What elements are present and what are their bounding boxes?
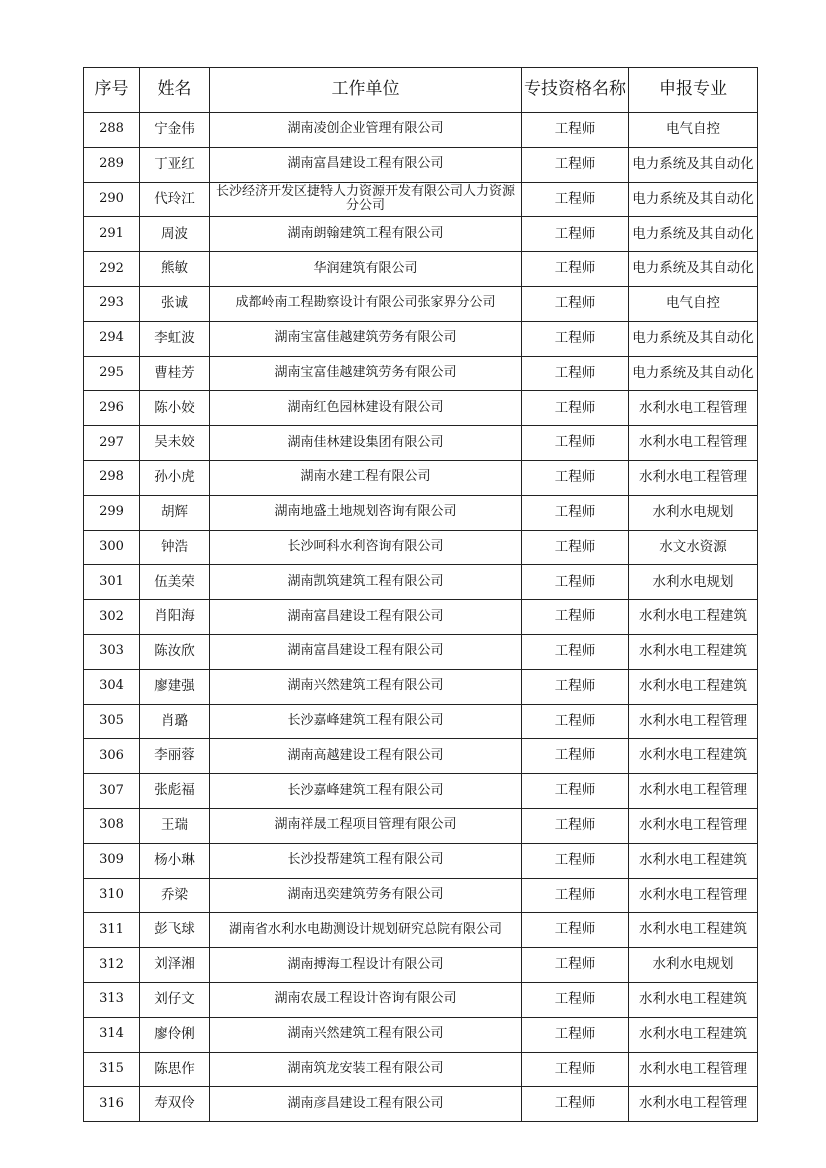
table-row	[84, 217, 758, 252]
cell-name: 曹桂芳	[140, 356, 210, 391]
cell-major: 水利水电工程管理	[629, 878, 758, 913]
cell-work-unit: 湖南富昌建设工程有限公司	[210, 147, 522, 182]
cell-work-unit: 湖南宝富佳越建筑劳务有限公司	[210, 321, 522, 356]
cell-seq: 302	[84, 600, 140, 635]
cell-work-unit: 长沙嘉峰建筑工程有限公司	[210, 704, 522, 739]
cell-name: 陈思作	[140, 1052, 210, 1087]
cell-seq: 305	[84, 704, 140, 739]
cell-major: 水利水电工程管理	[629, 808, 758, 843]
table-row	[84, 843, 758, 878]
cell-major: 水文水资源	[629, 530, 758, 565]
registration-table	[83, 67, 758, 1122]
cell-seq: 301	[84, 565, 140, 600]
cell-work-unit: 湖南筑龙安装工程有限公司	[210, 1052, 522, 1087]
cell-seq: 313	[84, 982, 140, 1017]
cell-seq: 289	[84, 147, 140, 182]
cell-work-unit: 湖南朗翰建筑工程有限公司	[210, 217, 522, 252]
cell-seq: 295	[84, 356, 140, 391]
cell-work-unit: 湖南迅奕建筑劳务有限公司	[210, 878, 522, 913]
table-row	[84, 530, 758, 565]
table-header	[84, 68, 758, 113]
table-row	[84, 739, 758, 774]
cell-major: 水利水电规划	[629, 565, 758, 600]
cell-major: 水利水电规划	[629, 948, 758, 983]
cell-major: 水利水电工程建筑	[629, 843, 758, 878]
table-row	[84, 982, 758, 1017]
cell-seq: 308	[84, 808, 140, 843]
cell-work-unit: 湖南兴然建筑工程有限公司	[210, 1017, 522, 1052]
cell-name: 刘仔文	[140, 982, 210, 1017]
cell-name: 伍美荣	[140, 565, 210, 600]
cell-qualification: 工程师	[522, 565, 629, 600]
table-row	[84, 704, 758, 739]
cell-major: 水利水电工程管理	[629, 774, 758, 809]
cell-work-unit: 长沙呵科水利咨询有限公司	[210, 530, 522, 565]
cell-work-unit: 湖南红色园林建设有限公司	[210, 391, 522, 426]
cell-seq: 315	[84, 1052, 140, 1087]
cell-qualification: 工程师	[522, 808, 629, 843]
table-row	[84, 391, 758, 426]
cell-name: 肖璐	[140, 704, 210, 739]
table-row	[84, 147, 758, 182]
header-seq: 序号	[84, 68, 140, 113]
cell-major: 电力系统及其自动化	[629, 147, 758, 182]
table-row	[84, 182, 758, 217]
table-row	[84, 1052, 758, 1087]
cell-qualification: 工程师	[522, 1017, 629, 1052]
cell-name: 周波	[140, 217, 210, 252]
cell-major: 水利水电工程建筑	[629, 739, 758, 774]
cell-seq: 314	[84, 1017, 140, 1052]
cell-seq: 306	[84, 739, 140, 774]
cell-qualification: 工程师	[522, 252, 629, 287]
cell-name: 钟浩	[140, 530, 210, 565]
cell-major: 水利水电工程管理	[629, 460, 758, 495]
cell-major: 水利水电工程建筑	[629, 982, 758, 1017]
cell-seq: 300	[84, 530, 140, 565]
cell-major: 水利水电工程建筑	[629, 634, 758, 669]
cell-qualification: 工程师	[522, 634, 629, 669]
cell-work-unit: 华润建筑有限公司	[210, 252, 522, 287]
cell-qualification: 工程师	[522, 739, 629, 774]
table-row	[84, 252, 758, 287]
cell-major: 电力系统及其自动化	[629, 252, 758, 287]
cell-qualification: 工程师	[522, 286, 629, 321]
cell-seq: 311	[84, 913, 140, 948]
table-row	[84, 774, 758, 809]
cell-major: 水利水电规划	[629, 495, 758, 530]
cell-name: 丁亚红	[140, 147, 210, 182]
cell-name: 李丽蓉	[140, 739, 210, 774]
cell-qualification: 工程师	[522, 391, 629, 426]
cell-seq: 316	[84, 1087, 140, 1122]
cell-qualification: 工程师	[522, 356, 629, 391]
cell-qualification: 工程师	[522, 495, 629, 530]
cell-qualification: 工程师	[522, 321, 629, 356]
cell-major: 水利水电工程管理	[629, 704, 758, 739]
cell-seq: 304	[84, 669, 140, 704]
header-name: 姓名	[140, 68, 210, 113]
cell-work-unit: 湖南水建工程有限公司	[210, 460, 522, 495]
cell-work-unit: 湖南兴然建筑工程有限公司	[210, 669, 522, 704]
table-row	[84, 913, 758, 948]
cell-seq: 303	[84, 634, 140, 669]
cell-seq: 312	[84, 948, 140, 983]
cell-major: 水利水电工程建筑	[629, 1017, 758, 1052]
cell-work-unit: 湖南彦昌建设工程有限公司	[210, 1087, 522, 1122]
cell-major: 电力系统及其自动化	[629, 217, 758, 252]
cell-qualification: 工程师	[522, 600, 629, 635]
cell-name: 王瑞	[140, 808, 210, 843]
table-row	[84, 948, 758, 983]
cell-major: 电力系统及其自动化	[629, 182, 758, 217]
cell-work-unit: 湖南地盛土地规划咨询有限公司	[210, 495, 522, 530]
table-body	[84, 113, 758, 1122]
cell-work-unit: 湖南凯筑建筑工程有限公司	[210, 565, 522, 600]
cell-seq: 290	[84, 182, 140, 217]
table-row	[84, 669, 758, 704]
cell-major: 电力系统及其自动化	[629, 321, 758, 356]
header-qualification: 专技资格名称	[522, 68, 629, 113]
table-row	[84, 113, 758, 148]
table-row	[84, 1087, 758, 1122]
cell-major: 水利水电工程管理	[629, 1052, 758, 1087]
cell-work-unit: 湖南高越建设工程有限公司	[210, 739, 522, 774]
cell-work-unit: 长沙嘉峰建筑工程有限公司	[210, 774, 522, 809]
table-row	[84, 460, 758, 495]
cell-seq: 307	[84, 774, 140, 809]
table-row	[84, 600, 758, 635]
header-major: 申报专业	[629, 68, 758, 113]
cell-qualification: 工程师	[522, 704, 629, 739]
cell-major: 水利水电工程建筑	[629, 913, 758, 948]
cell-name: 肖阳海	[140, 600, 210, 635]
cell-major: 水利水电工程建筑	[629, 600, 758, 635]
cell-qualification: 工程师	[522, 774, 629, 809]
cell-name: 刘泽湘	[140, 948, 210, 983]
table-row	[84, 321, 758, 356]
cell-major: 电气自控	[629, 286, 758, 321]
table-row	[84, 565, 758, 600]
cell-qualification: 工程师	[522, 426, 629, 461]
cell-qualification: 工程师	[522, 982, 629, 1017]
cell-seq: 296	[84, 391, 140, 426]
cell-name: 彭飞球	[140, 913, 210, 948]
cell-work-unit: 湖南省水利水电勘测设计规划研究总院有限公司	[210, 913, 522, 948]
cell-work-unit: 湖南宝富佳越建筑劳务有限公司	[210, 356, 522, 391]
cell-seq: 299	[84, 495, 140, 530]
cell-name: 宁金伟	[140, 113, 210, 148]
table-row	[84, 878, 758, 913]
cell-name: 廖建强	[140, 669, 210, 704]
cell-qualification: 工程师	[522, 1052, 629, 1087]
cell-work-unit: 湖南搏海工程设计有限公司	[210, 948, 522, 983]
cell-major: 水利水电工程管理	[629, 1087, 758, 1122]
cell-major: 电力系统及其自动化	[629, 356, 758, 391]
cell-qualification: 工程师	[522, 948, 629, 983]
cell-work-unit: 湖南农晟工程设计咨询有限公司	[210, 982, 522, 1017]
cell-name: 陈小姣	[140, 391, 210, 426]
header-row	[84, 68, 758, 113]
cell-qualification: 工程师	[522, 913, 629, 948]
cell-name: 张诚	[140, 286, 210, 321]
cell-qualification: 工程师	[522, 147, 629, 182]
cell-qualification: 工程师	[522, 217, 629, 252]
cell-seq: 297	[84, 426, 140, 461]
cell-major: 水利水电工程管理	[629, 391, 758, 426]
cell-seq: 310	[84, 878, 140, 913]
cell-name: 陈汝欣	[140, 634, 210, 669]
cell-name: 孙小虎	[140, 460, 210, 495]
cell-qualification: 工程师	[522, 1087, 629, 1122]
table-row	[84, 426, 758, 461]
cell-work-unit: 湖南富昌建设工程有限公司	[210, 600, 522, 635]
cell-work-unit: 湖南富昌建设工程有限公司	[210, 634, 522, 669]
cell-qualification: 工程师	[522, 113, 629, 148]
cell-qualification: 工程师	[522, 843, 629, 878]
cell-seq: 288	[84, 113, 140, 148]
header-work-unit: 工作单位	[210, 68, 522, 113]
cell-qualification: 工程师	[522, 878, 629, 913]
cell-seq: 292	[84, 252, 140, 287]
cell-qualification: 工程师	[522, 530, 629, 565]
cell-qualification: 工程师	[522, 182, 629, 217]
cell-work-unit: 成都岭南工程勘察设计有限公司张家界分公司	[210, 286, 522, 321]
cell-seq: 309	[84, 843, 140, 878]
cell-work-unit: 湖南凌创企业管理有限公司	[210, 113, 522, 148]
cell-name: 杨小琳	[140, 843, 210, 878]
table-row	[84, 495, 758, 530]
cell-qualification: 工程师	[522, 669, 629, 704]
cell-seq: 291	[84, 217, 140, 252]
cell-seq: 294	[84, 321, 140, 356]
cell-name: 廖伶俐	[140, 1017, 210, 1052]
cell-work-unit: 湖南佳林建设集团有限公司	[210, 426, 522, 461]
table-row	[84, 1017, 758, 1052]
cell-major: 水利水电工程管理	[629, 426, 758, 461]
cell-qualification: 工程师	[522, 460, 629, 495]
cell-name: 吴未姣	[140, 426, 210, 461]
cell-name: 胡辉	[140, 495, 210, 530]
cell-name: 代玲江	[140, 182, 210, 217]
cell-major: 水利水电工程建筑	[629, 669, 758, 704]
cell-name: 李虹波	[140, 321, 210, 356]
table-row	[84, 808, 758, 843]
cell-seq: 298	[84, 460, 140, 495]
cell-work-unit: 长沙投帮建筑工程有限公司	[210, 843, 522, 878]
table-row	[84, 634, 758, 669]
cell-name: 寿双伶	[140, 1087, 210, 1122]
cell-major: 电气自控	[629, 113, 758, 148]
cell-name: 熊敏	[140, 252, 210, 287]
cell-work-unit: 湖南祥晟工程项目管理有限公司	[210, 808, 522, 843]
cell-name: 乔梁	[140, 878, 210, 913]
cell-work-unit: 长沙经济开发区捷特人力资源开发有限公司人力资源分公司	[210, 182, 522, 217]
table-row	[84, 356, 758, 391]
cell-seq: 293	[84, 286, 140, 321]
table-row	[84, 286, 758, 321]
cell-name: 张彪福	[140, 774, 210, 809]
